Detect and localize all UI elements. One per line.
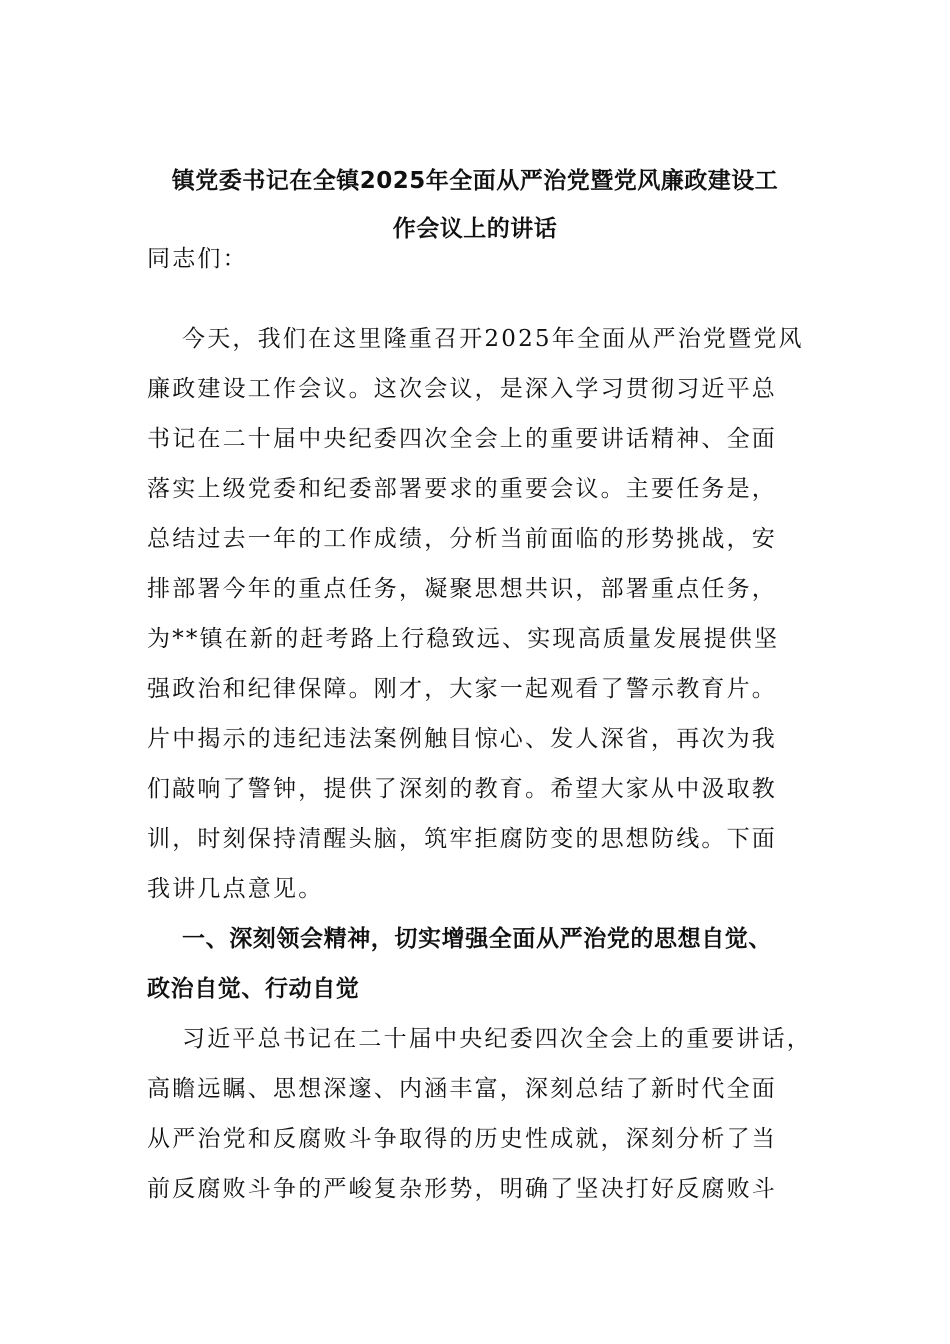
section-heading-1-line-2: 政治自觉、行动自觉 xyxy=(147,976,360,1002)
document-title-line-2: 作会议上的讲话 xyxy=(392,216,558,242)
paragraph-1-line: 们敲响了警钟，提供了深刻的教育。希望大家从中汲取教 xyxy=(147,776,777,802)
paragraph-2-line: 从严治党和反腐败斗争取得的历史性成就，深刻分析了当 xyxy=(147,1126,777,1152)
paragraph-2-line: 前反腐败斗争的严峻复杂形势，明确了坚决打好反腐败斗 xyxy=(147,1176,777,1202)
paragraph-1-line: 今天，我们在这里隆重召开2025年全面从严治党暨党风 xyxy=(182,326,804,352)
paragraph-1-line: 落实上级党委和纪委部署要求的重要会议。主要任务是， xyxy=(147,476,777,502)
document-title-line-1: 镇党委书记在全镇2025年全面从严治党暨党风廉政建设工 xyxy=(171,168,779,194)
paragraph-1-line: 片中揭示的违纪违法案例触目惊心、发人深省，再次为我 xyxy=(147,726,777,752)
paragraph-1-line: 书记在二十届中央纪委四次全会上的重要讲话精神、全面 xyxy=(147,426,777,452)
section-heading-1-line-1: 一、深刻领会精神，切实增强全面从严治党的思想自觉、 xyxy=(182,926,772,952)
paragraph-1-line: 廉政建设工作会议。这次会议，是深入学习贯彻习近平总 xyxy=(147,376,777,402)
paragraph-1-line: 强政治和纪律保障。刚才，大家一起观看了警示教育片。 xyxy=(147,676,777,702)
paragraph-2-line: 高瞻远瞩、思想深邃、内涵丰富，深刻总结了新时代全面 xyxy=(147,1076,777,1102)
paragraph-1-line: 总结过去一年的工作成绩，分析当前面临的形势挑战，安 xyxy=(147,526,777,552)
paragraph-1-line: 为**镇在新的赶考路上行稳致远、实现高质量发展提供坚 xyxy=(147,626,780,652)
paragraph-1-line: 排部署今年的重点任务，凝聚思想共识，部署重点任务， xyxy=(147,576,777,602)
paragraph-1-line: 我讲几点意见。 xyxy=(147,876,324,902)
paragraph-2-line: 习近平总书记在二十届中央纪委四次全会上的重要讲话， xyxy=(182,1026,812,1052)
salutation: 同志们： xyxy=(147,246,248,272)
paragraph-1-line: 训，时刻保持清醒头脑，筑牢拒腐防变的思想防线。下面 xyxy=(147,826,777,852)
